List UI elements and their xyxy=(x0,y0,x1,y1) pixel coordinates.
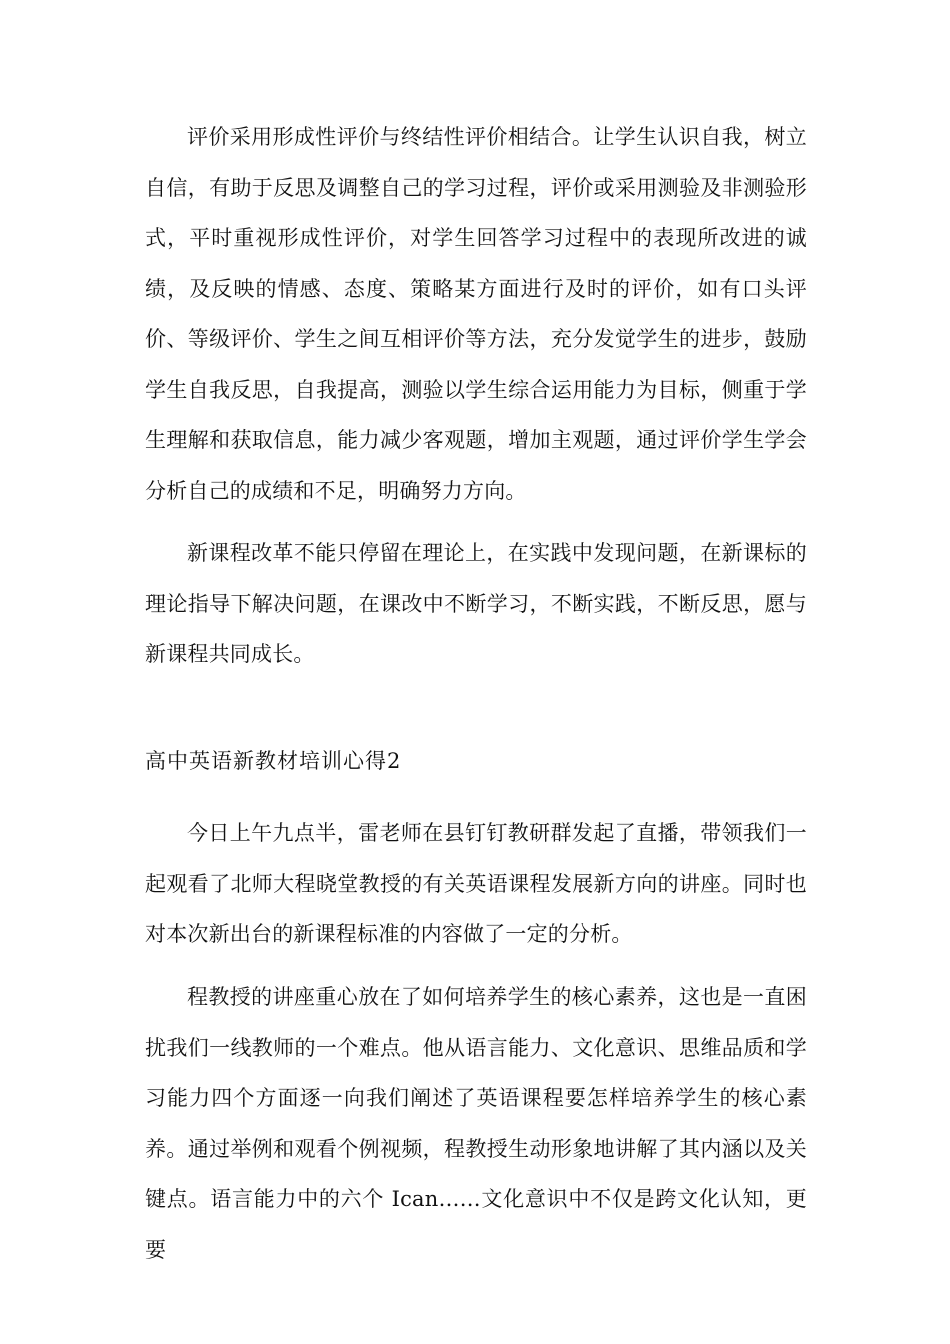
body-paragraph: 评价采用形成性评价与终结性评价相结合。让学生认识自我，树立自信，有助于反思及调整自己的学习过程，评价或采用测验及非测验形式，平时重视形成性评价，对学生回答学习过程中的表现所改进的诚绩，及反映的情感、态度、策略某方面进行及时的评价，如有口头评价、等级评价、学生之间互相评价等方法，充分发觉学生的进步，鼓励学生自我反思，自我提高，测验以学生综合运用能力为目标，侧重于学生理解和获取信息，能力减少客观题，增加主观题，通过评价学生学会分析自己的成绩和不足，明确努力方向。 xyxy=(145,125,807,503)
section-heading: 高中英语新教材培训心得2 xyxy=(145,749,402,773)
body-paragraph: 程教授的讲座重心放在了如何培养学生的核心素养，这也是一直困扰我们一线教师的一个难点。他从语言能力、文化意识、思维品质和学习能力四个方面逐一向我们阐述了英语课程要怎样培养学生的核心素养。通过举例和观看个例视频，程教授生动形象地讲解了其内涵以及关键点。语言能力中的六个 Ican……文化意识中不仅是跨文化认知，更要 xyxy=(145,985,807,1262)
body-paragraph: 新课程改革不能只停留在理论上，在实践中发现问题，在新课标的理论指导下解决问题，在课改中不断学习，不断实践，不断反思，愿与新课程共同成长。 xyxy=(145,541,807,666)
body-paragraph: 今日上午九点半，雷老师在县钉钉教研群发起了直播，带领我们一起观看了北师大程晓堂教授的有关英语课程发展新方向的讲座。同时也对本次新出台的新课程标准的内容做了一定的分析。 xyxy=(145,821,807,946)
